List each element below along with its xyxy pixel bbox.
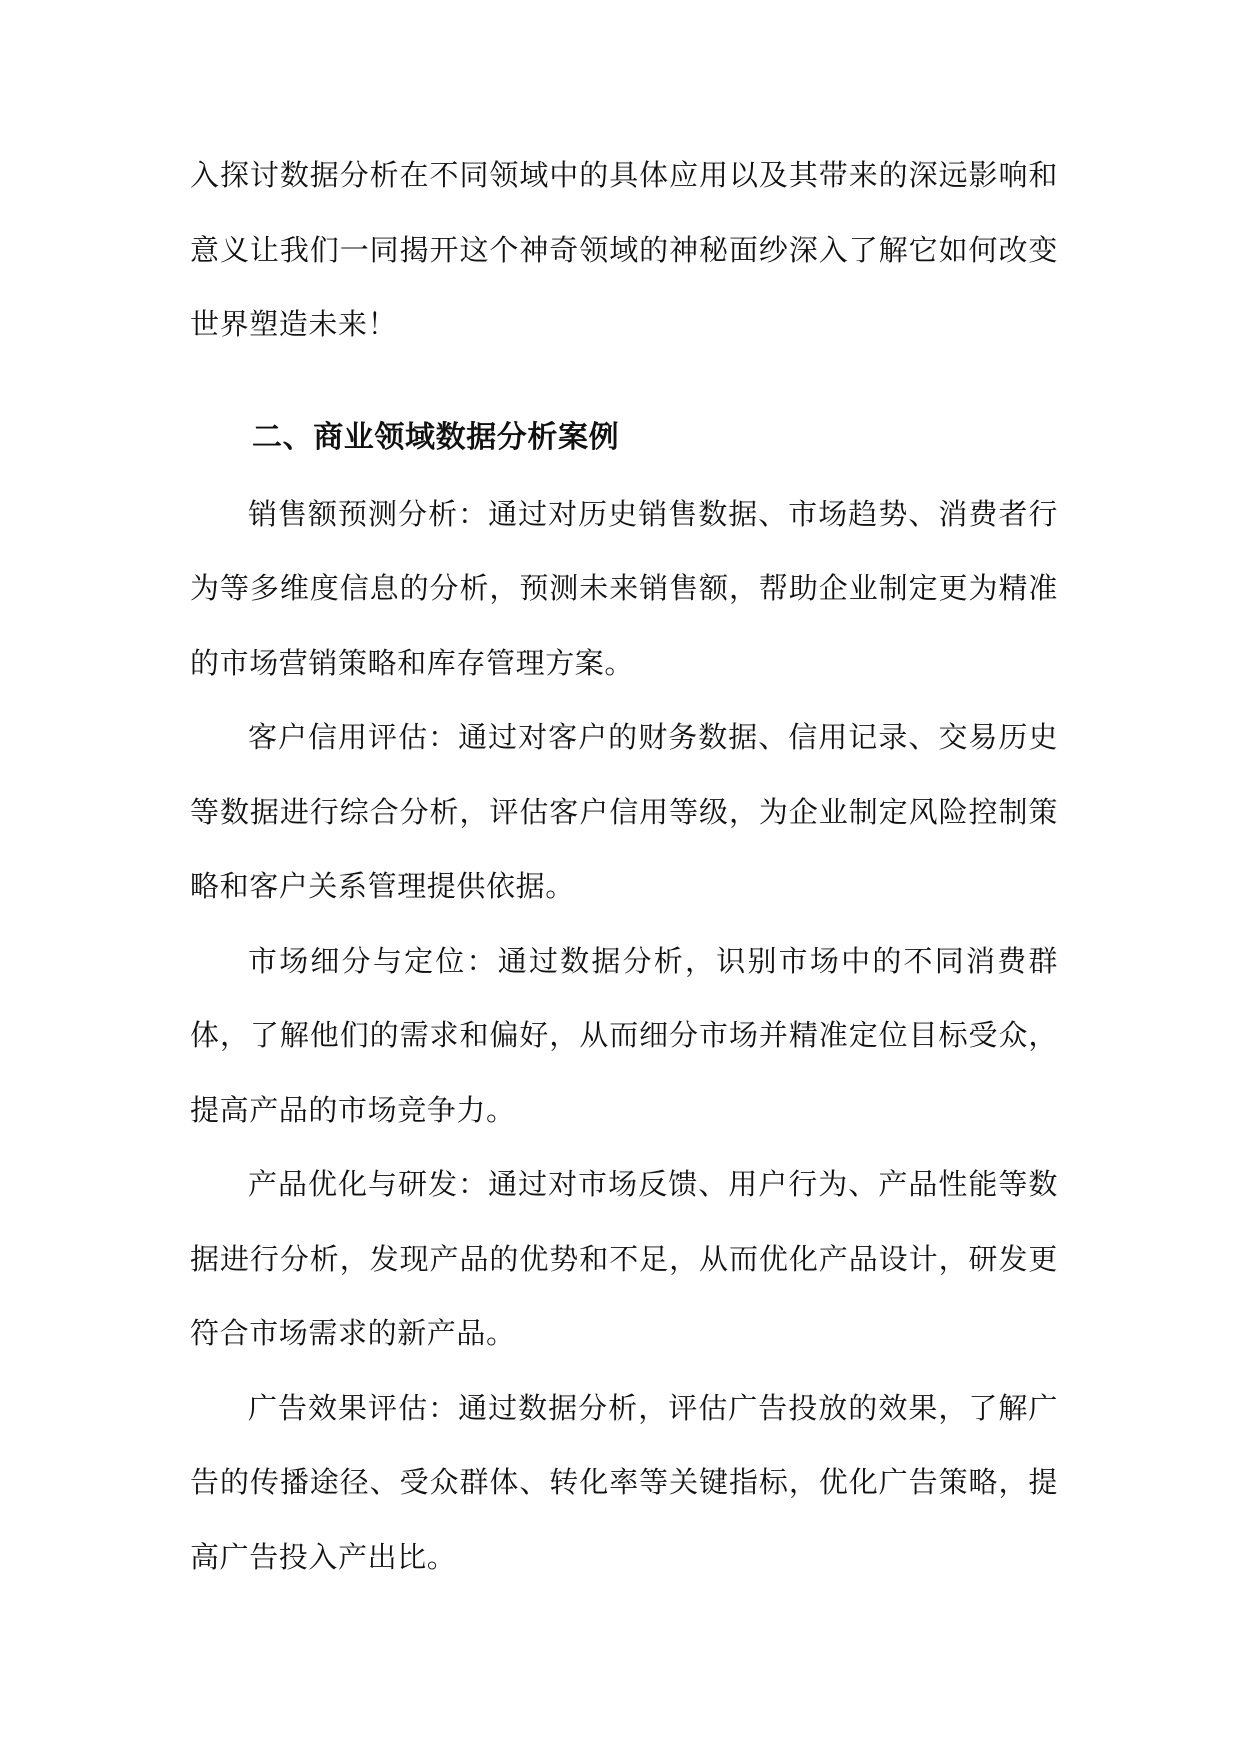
paragraph-credit-assessment: 客户信用评估：通过对客户的财务数据、信用记录、交易历史等数据进行综合分析，评估客户信用等级，为企业制定风险控制策略和客户关系管理提供依据。 xyxy=(190,720,1058,903)
intro-paragraph: 入探讨数据分析在不同领域中的具体应用以及其带来的深远影响和意义让我们一同揭开这个神奇领域的神秘面纱深入了解它如何改变世界塑造未来！ xyxy=(190,158,1058,341)
paragraph-sales-forecast: 销售额预测分析：通过对历史销售数据、市场趋势、消费者行为等多维度信息的分析，预测未来销售额，帮助企业制定更为精准的市场营销策略和库存管理方案。 xyxy=(190,496,1058,680)
paragraph-market-segmentation: 市场细分与定位：通过数据分析，识别市场中的不同消费群体，了解他们的需求和偏好，从而细分市场并精准定位目标受众，提高产品的市场竞争力。 xyxy=(190,943,1058,1127)
paragraph-product-optimization: 产品优化与研发：通过对市场反馈、用户行为、产品性能等数据进行分析，发现产品的优势和不足，从而优化产品设计，研发更符合市场需求的新产品。 xyxy=(190,1167,1058,1350)
paragraph-ad-evaluation: 广告效果评估：通过数据分析，评估广告投放的效果，了解广告的传播途径、受众群体、转化率等关键指标，优化广告策略，提高广告投入产出比。 xyxy=(190,1390,1058,1574)
document-body xyxy=(190,138,1058,1594)
section-heading: 二、商业领域数据分析案例 xyxy=(252,419,620,455)
